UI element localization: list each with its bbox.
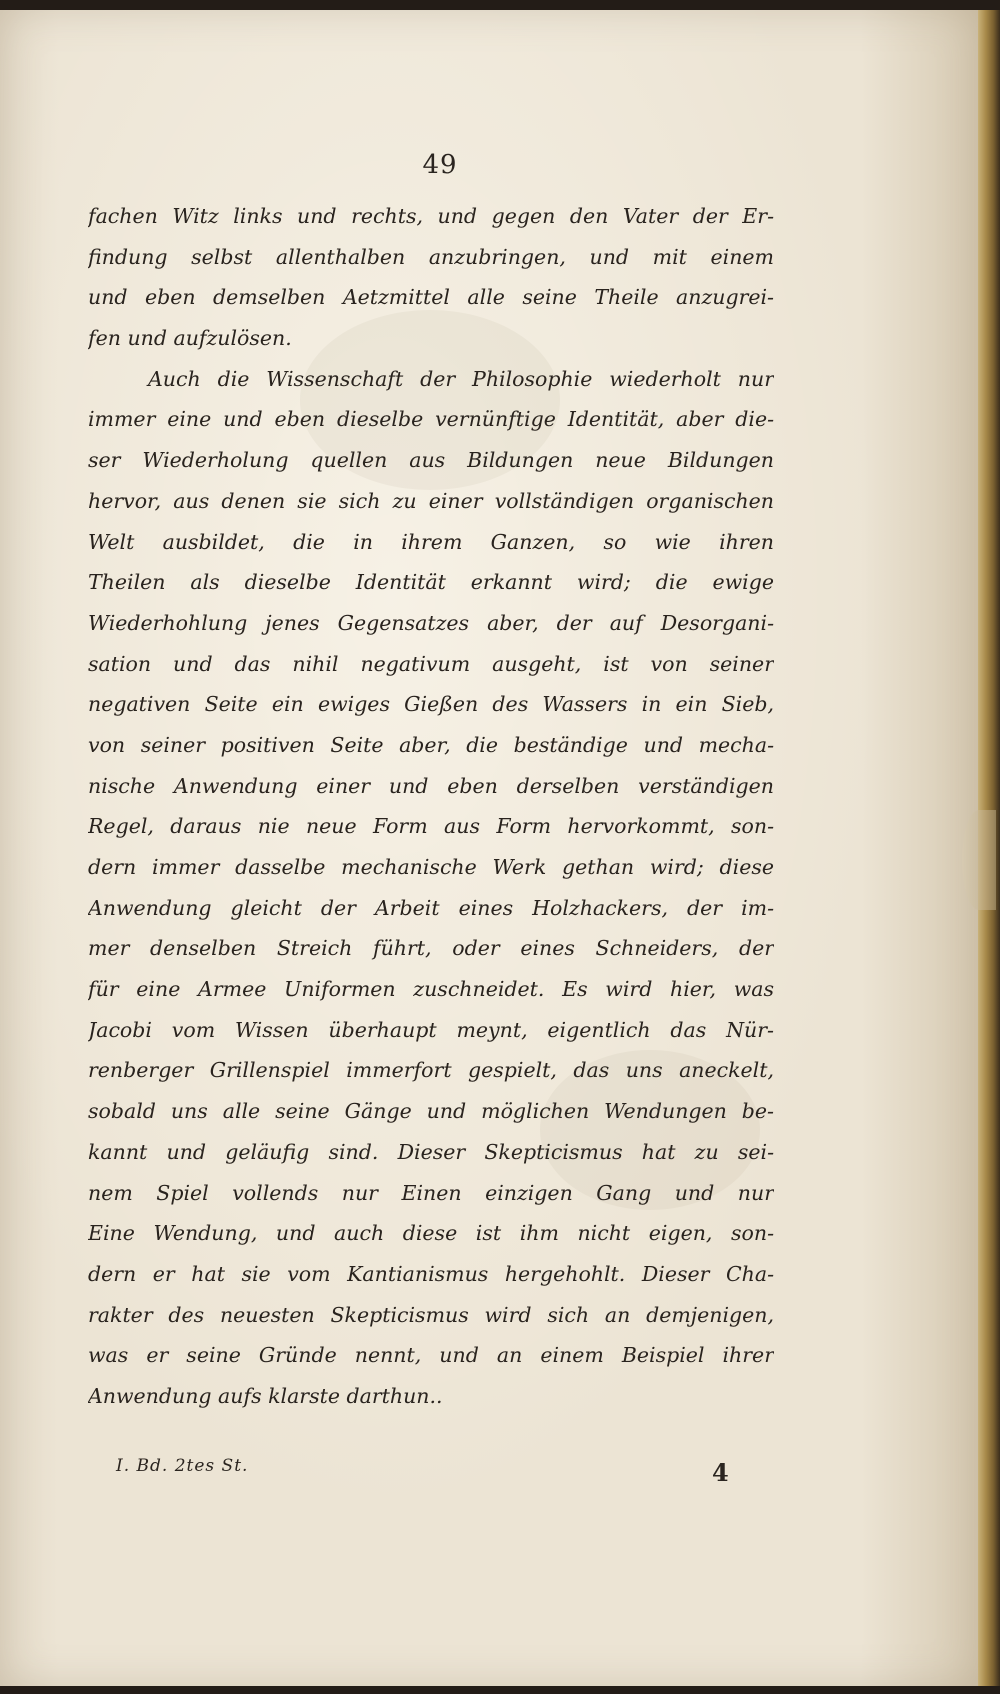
body-text [88,196,774,1417]
text-line: rakter des neuesten Skepticismus wird sich an demjenigen, [88,1302,774,1327]
text-line: für eine Armee Uniformen zuschneidet. Es wird hier, was [88,977,774,1002]
text-line: Theilen als dieselbe Identität erkannt wird; die ewige [88,570,774,595]
page-edge-shadow [962,810,996,910]
text-line: was er seine Gründe nennt, und an einem Beispiel ihrer [88,1343,774,1368]
text-line: Regel, daraus nie neue Form aus Form hervorkommt, son- [88,814,774,839]
text-line: Welt ausbildet, die in ihrem Ganzen, so wie ihren [88,529,774,554]
text-line: und eben demselben Aetzmittel alle seine Theile anzugrei- [88,285,774,310]
text-line: sation und das nihil negativum ausgeht, ist von seiner [88,651,774,676]
text-line: fen und aufzulösen. [88,326,292,351]
text-line: Auch die Wissenschaft der Philosophie wiederholt nur [148,366,774,391]
text-line: renberger Grillenspiel immerfort gespielt, das uns aneckelt, [88,1058,774,1083]
text-line: Wiederhohlung jenes Gegensatzes aber, der auf Desorgani- [88,610,774,635]
text-line: nische Anwendung einer und eben derselben verständigen [88,773,774,798]
text-line: kannt und geläufig sind. Dieser Skepticismus hat zu sei- [88,1139,774,1164]
text-line: von seiner positiven Seite aber, die beständige und mecha- [88,732,774,757]
text-line: negativen Seite ein ewiges Gießen des Wassers in ein Sieb, [88,692,774,717]
text-line: ser Wiederholung quellen aus Bildungen neue Bildungen [88,448,774,473]
text-line: dern er hat sie vom Kantianismus hergehohlt. Dieser Cha- [88,1261,774,1286]
text-line: dern immer dasselbe mechanische Werk gethan wird; diese [88,855,774,879]
page-number: 49 [422,150,458,180]
text-line: Anwendung gleicht der Arbeit eines Holzhackers, der im- [88,895,774,920]
gathering-number: 4 [712,1458,729,1487]
text-line: immer eine und eben dieselbe vernünftige Identität, aber die- [88,407,774,432]
signature-mark: I. Bd. 2tes St. [116,1456,249,1476]
text-line: nem Spiel vollends nur Einen einzigen Gang und nur [88,1180,774,1205]
text-line: fachen Witz links und rechts, und gegen den Vater der Er- [88,204,774,228]
text-line: mer denselben Streich führt, oder eines Schneiders, der [88,936,774,961]
text-line: Anwendung aufs klarste darthun.. [88,1383,443,1408]
text-line: Eine Wendung, und auch diese ist ihm nicht eigen, son- [88,1221,774,1246]
text-line: sobald uns alle seine Gänge und möglichen Wendungen be- [88,1099,774,1124]
text-line: hervor, aus denen sie sich zu einer vollständigen organischen [88,488,774,513]
text-line: Jacobi vom Wissen überhaupt meynt, eigentlich das Nür- [88,1017,774,1042]
text-line: findung selbst allenthalben anzubringen, und mit einem [88,244,774,269]
